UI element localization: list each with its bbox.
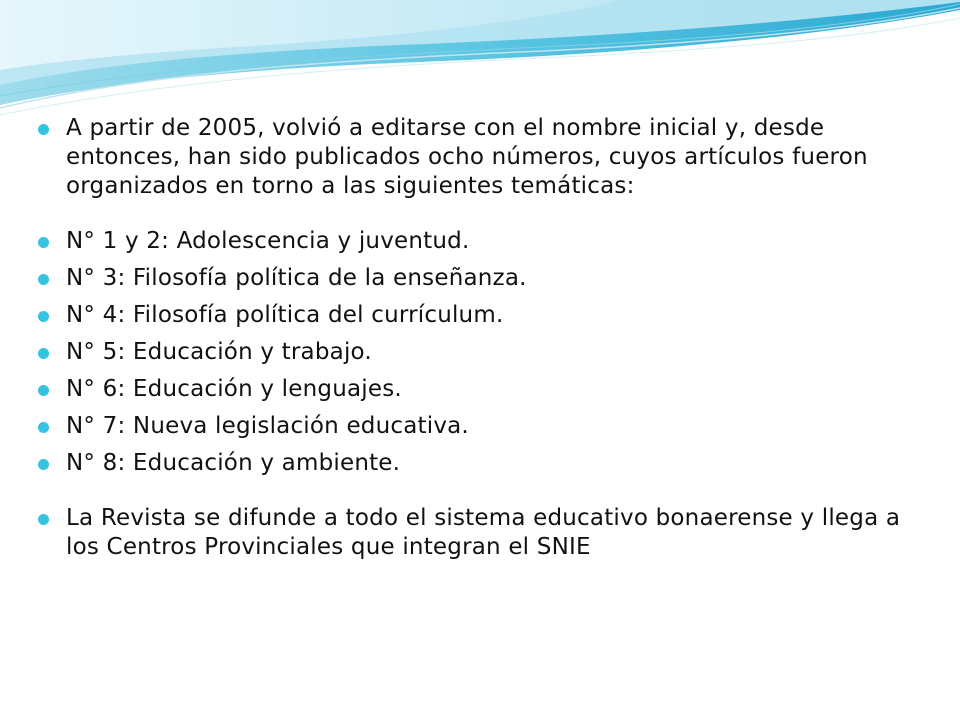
bullet-icon (38, 385, 49, 396)
issue-text: N° 6: Educación y lenguajes. (66, 376, 402, 402)
bullet-icon (38, 348, 49, 359)
issue-item (36, 412, 916, 441)
bullet-icon (38, 124, 49, 135)
issue-text: N° 7: Nueva legislación educativa. (66, 413, 469, 439)
issue-item (36, 264, 916, 293)
issue-text: N° 3: Filosofía política de la enseñanza. (66, 265, 527, 291)
issue-text: N° 1 y 2: Adolescencia y juventud. (66, 228, 470, 254)
bullet-icon (38, 459, 49, 470)
bullet-icon (38, 311, 49, 322)
bullet-icon (38, 274, 49, 285)
bullet-icon (38, 514, 49, 525)
issue-item (36, 338, 916, 367)
issue-text: N° 8: Educación y ambiente. (66, 450, 401, 476)
issue-text: N° 4: Filosofía política del currículum. (66, 302, 504, 328)
closing-item (36, 504, 916, 562)
issue-text: N° 5: Educación y trabajo. (66, 339, 372, 365)
bullet-icon (38, 237, 49, 248)
bullet-icon (38, 422, 49, 433)
header-wave-decoration (0, 0, 960, 130)
bullet-list (36, 114, 916, 562)
issue-item (36, 227, 916, 256)
intro-item (36, 114, 916, 201)
intro-text: A partir de 2005, volvió a editarse con el nombre inicial y, desde entonces, han sido publicados ocho números, cuyos artículos fueron organizados en torno a las siguientes temáticas: (66, 115, 868, 199)
closing-text: La Revista se difunde a todo el sistema educativo bonaerense y llega a los Centros Provinciales que integran el SNIE (66, 505, 901, 560)
issue-item (36, 449, 916, 478)
issue-item (36, 301, 916, 330)
issue-item (36, 375, 916, 404)
